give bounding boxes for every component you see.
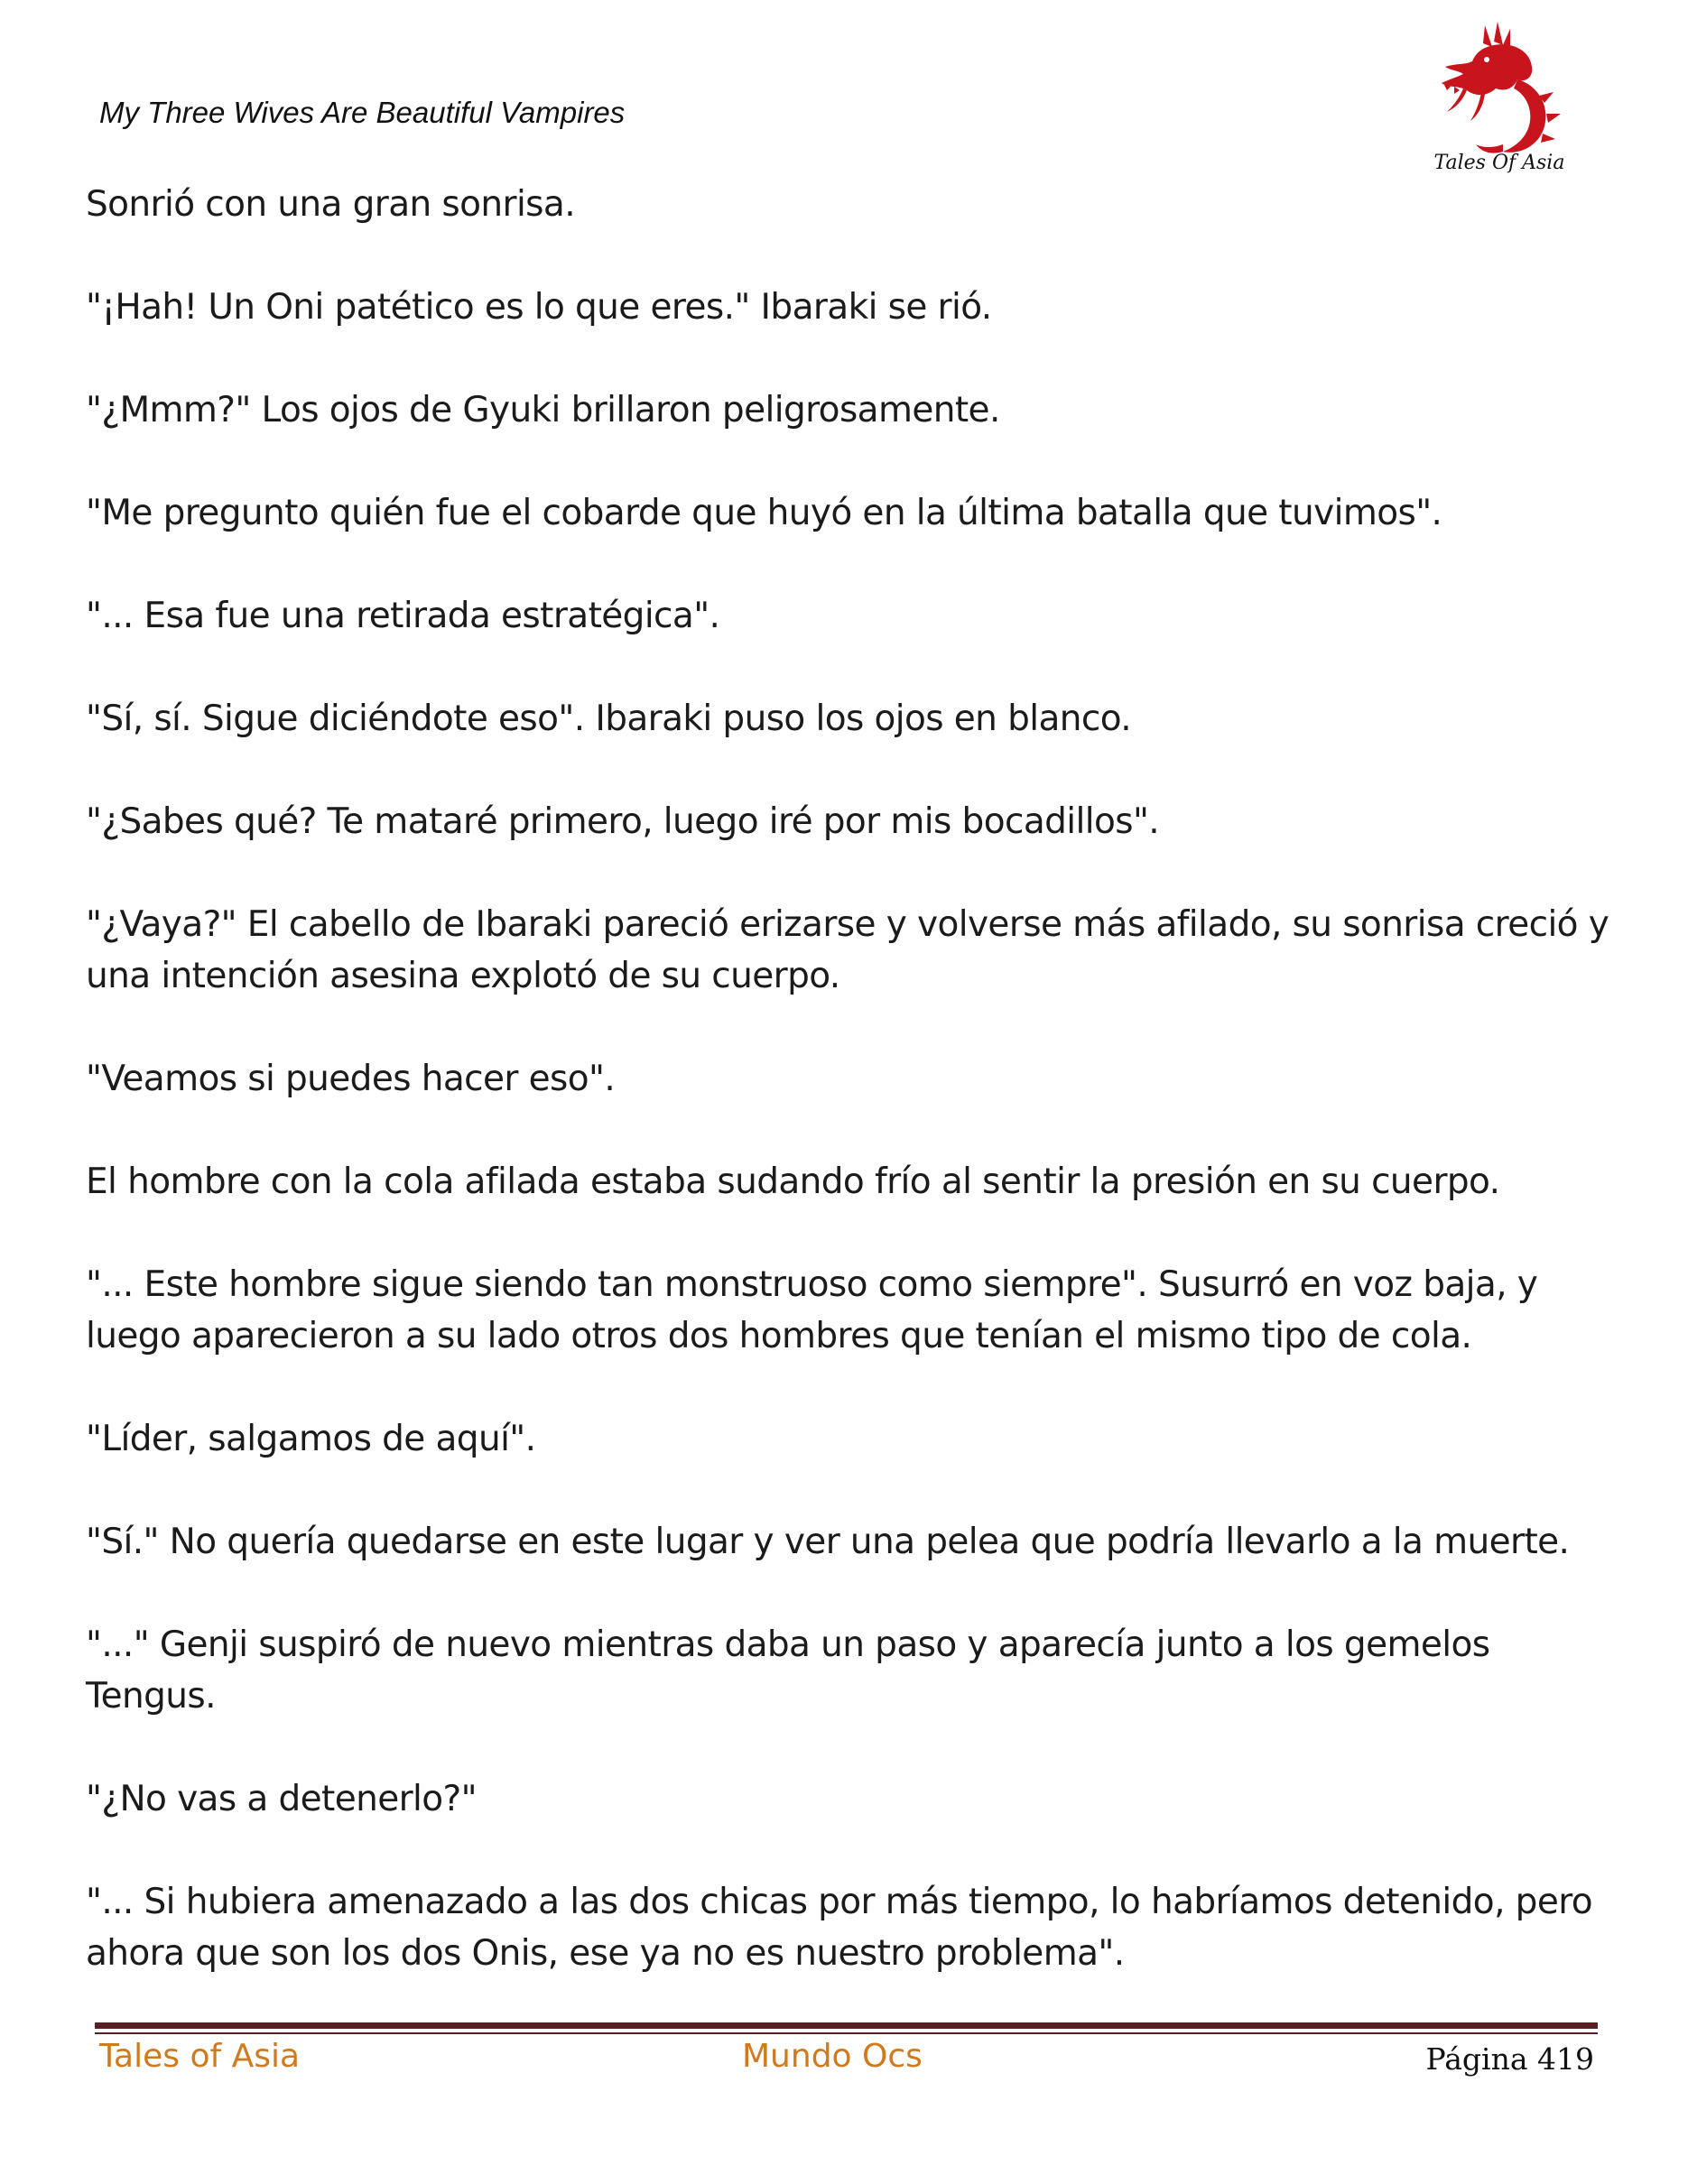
paragraph: "Sí, sí. Sigue diciéndote eso". Ibaraki puso los ojos en blanco. xyxy=(86,699,1132,739)
paragraph: Sonrió con una gran sonrisa. xyxy=(86,184,575,225)
paragraph: "... Si hubiera amenazado a las dos chicas por más tiempo, lo habríamos detenido, pero ahora que son los dos Onis, ese ya no es nuestro problema". xyxy=(86,1882,1593,1974)
paragraph: "Sí." No quería quedarse en este lugar y ver una pelea que podría llevarlo a la muerte. xyxy=(86,1522,1570,1562)
page-number: Página 419 xyxy=(1425,2041,1594,2077)
footer-publisher: Tales of Asia xyxy=(99,2038,301,2075)
paragraph: "¿Mmm?" Los ojos de Gyuki brillaron peligrosamente. xyxy=(86,390,1000,430)
paragraph: "Líder, salgamos de aquí". xyxy=(86,1419,536,1459)
paragraph: "¿Vaya?" El cabello de Ibaraki pareció erizarse y volverse más afilado, su sonrisa creció y una intención asesina explotó de su cuerpo. xyxy=(86,904,1609,996)
paragraph: "... Esa fue una retirada estratégica". xyxy=(86,596,720,636)
header-book-title: My Three Wives Are Beautiful Vampires xyxy=(99,96,626,129)
footer-divider xyxy=(95,2022,1598,2029)
paragraph: "... Este hombre sigue siendo tan monstruoso como siempre". Susurró en voz baja, y luego aparecieron a su lado otros dos hombres que tenían el mismo tipo de cola. xyxy=(86,1264,1538,1356)
footer-divider-thin xyxy=(95,2032,1598,2034)
body-text xyxy=(86,179,1611,2031)
paragraph: "¿Sabes qué? Te mataré primero, luego iré por mis bocadillos". xyxy=(86,801,1160,842)
paragraph: "¿No vas a detenerlo?" xyxy=(86,1779,477,1819)
paragraph: "..." Genji suspiró de nuevo mientras daba un paso y aparecía junto a los gemelos Tengus. xyxy=(86,1624,1490,1717)
paragraph: "Veamos si puedes hacer eso". xyxy=(86,1059,616,1099)
paragraph: El hombre con la cola afilada estaba sudando frío al sentir la presión en su cuerpo. xyxy=(86,1161,1500,1202)
footer-translator: Mundo Ocs xyxy=(742,2038,923,2075)
paragraph: "Me pregunto quién fue el cobarde que huyó en la última batalla que tuvimos". xyxy=(86,493,1442,533)
paragraph: "¡Hah! Un Oni patético es lo que eres." Ibaraki se rió. xyxy=(86,287,992,328)
logo-wordmark: Tales Of Asia xyxy=(1433,152,1565,174)
